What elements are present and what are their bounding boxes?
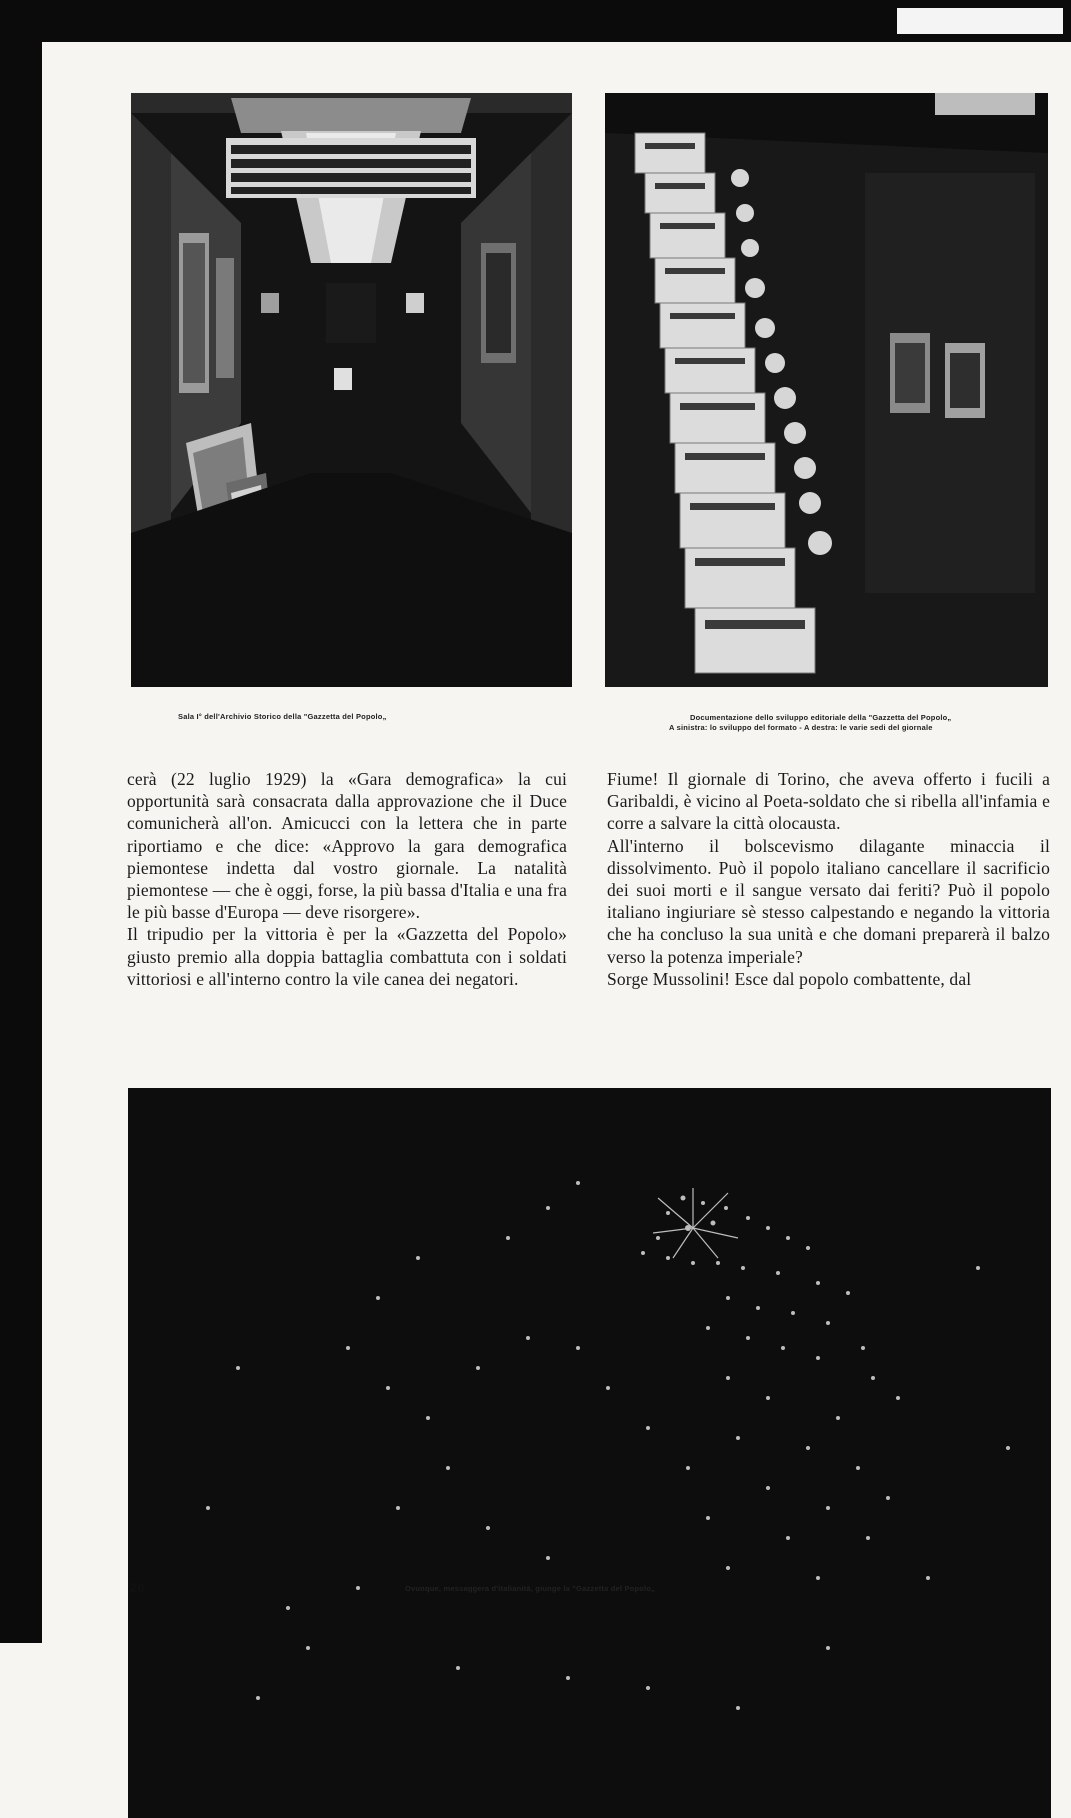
caption-bottom-photo: Ovunque, messaggera d'italianità, giunge la "Gazzetta del Popolo„ xyxy=(405,1584,656,1593)
left-black-band xyxy=(0,42,42,1643)
archive-hall-illustration xyxy=(131,93,572,687)
photo-archive-hall xyxy=(131,93,572,687)
page-number: 26 xyxy=(130,1580,145,1595)
caption-right-photo-line2: A sinistra: lo sviluppo del formato - A destra: le varie sedi del giornale xyxy=(669,723,933,732)
right-paragraph-2: All'interno il bolscevismo dilagante minaccia il dissolvimento. Può il popolo italiano cancellare il sacrificio dei suoi morti e il sangue versato dai feriti? Può il popolo italiano ingiuriare sè stesso calpestando e negando la vittoria che ha concluso la sua unità e che domani preparerà il balzo verso la potenza imperiale? xyxy=(607,835,1050,967)
text-column-right xyxy=(607,768,1050,990)
photo-night-map-frame xyxy=(128,1088,1051,1818)
left-paragraph-2: Il tripudio per la vittoria è per la «Gazzetta del Popolo» giusto premio alla doppia battaglia combattuta con i soldati vittoriosi e all'interno contro la vile canea dei negatori. xyxy=(127,924,567,989)
right-paragraph-1: Fiume! Il giornale di Torino, che aveva offerto i fucili a Garibaldi, è vicino al Poeta-soldato che si ribella all'infamia e corre a salvare la città olocausta. xyxy=(607,769,1050,834)
newspaper-display-illustration xyxy=(605,93,1048,687)
top-black-band xyxy=(0,0,1071,42)
photo-newspaper-display xyxy=(605,93,1048,687)
top-white-tab xyxy=(897,8,1063,34)
text-column-left xyxy=(127,768,567,990)
night-map-illustration xyxy=(128,1088,1051,1818)
left-paragraph-1: cerà (22 luglio 1929) la «Gara demografica» la cui opportunità sarà consacrata dalla approvazione che il Duce comunicherà all'on. Amicucci con la lettera che in parte riportiamo e che dice: «Approvo la gara demografica piemontese indetta dal vostro giornale. La natalità piemontese — che è oggi, forse, la più bassa d'Italia e una fra le più basse d'Europa — deve risorgere». xyxy=(127,769,567,923)
caption-right-photo-line1: Documentazione dello sviluppo editoriale della "Gazzetta del Popolo„ xyxy=(690,713,952,722)
caption-left-photo: Sala I° dell'Archivio Storico della "Gazzetta del Popolo„ xyxy=(178,712,387,721)
right-paragraph-3: Sorge Mussolini! Esce dal popolo combattente, dal xyxy=(607,968,972,989)
